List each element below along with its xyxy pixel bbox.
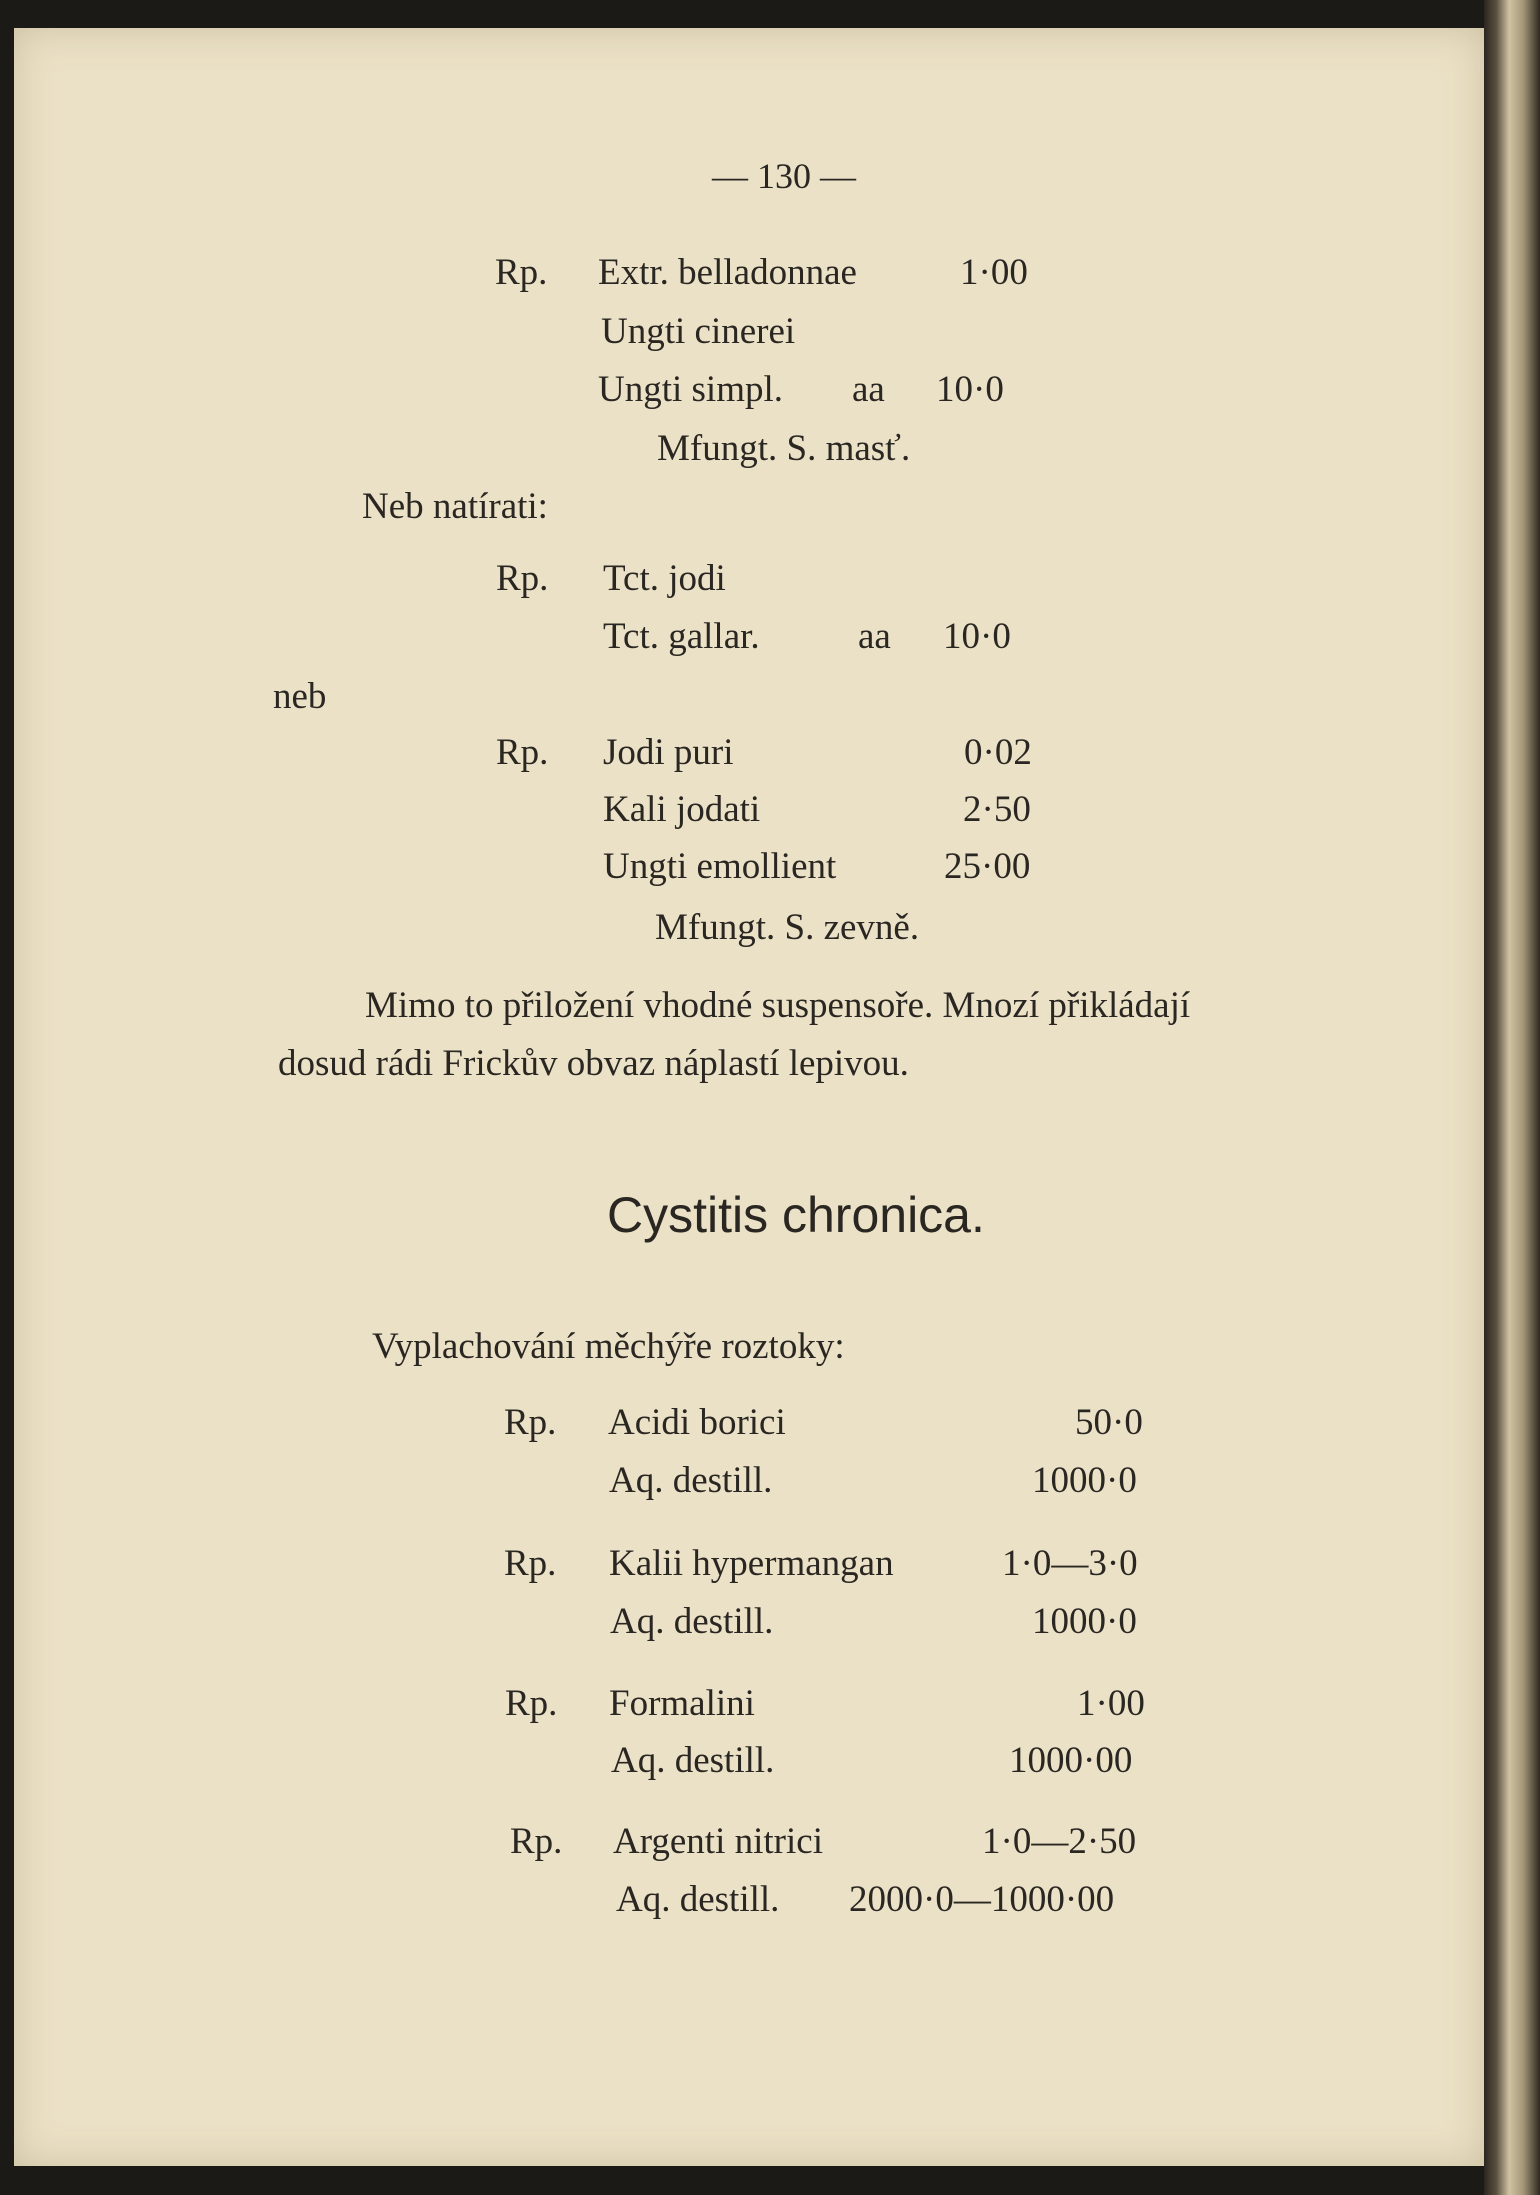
rp-label: Rp. <box>496 732 549 773</box>
ingredient: Aq. destill. <box>610 1601 774 1642</box>
rp-label: Rp. <box>504 1402 557 1443</box>
rp-label: Rp. <box>510 1821 563 1862</box>
book-spine <box>1484 0 1540 2195</box>
ingredient: Aq. destill. <box>616 1879 780 1920</box>
dose: 10·0 <box>943 616 1011 657</box>
signa: Mfungt. S. zevně. <box>655 907 920 948</box>
ingredient: Formalini <box>609 1683 755 1724</box>
ingredient: Jodi puri <box>603 732 734 773</box>
aa-mark: aa <box>852 369 885 410</box>
or-label: neb <box>273 676 327 717</box>
ingredient: Ungti simpl. <box>598 369 784 410</box>
section-heading: Cystitis chronica. <box>607 1187 985 1243</box>
page-number: — 130 — <box>712 156 856 196</box>
ingredient: Kalii hypermangan <box>609 1543 894 1584</box>
alternative-label: Neb natírati: <box>362 486 548 527</box>
rp-label: Rp. <box>495 252 548 293</box>
ingredient: Kali jodati <box>603 789 761 830</box>
dose: 50·0 <box>1075 1402 1143 1443</box>
dose: 0·02 <box>964 732 1032 773</box>
ingredient: Ungti cinerei <box>601 311 796 352</box>
paragraph-line: Mimo to přiložení vhodné suspensoře. Mnozí přikládají <box>365 985 1191 1026</box>
ingredient: Ungti emollient <box>603 846 837 887</box>
ingredient: Aq. destill. <box>609 1460 773 1501</box>
intro-text: Vyplachování měchýře roztoky: <box>372 1326 845 1367</box>
dose: 2·50 <box>963 789 1031 830</box>
aa-mark: aa <box>858 616 891 657</box>
ingredient: Acidi borici <box>608 1402 786 1443</box>
dose: 1·0—3·0 <box>1002 1543 1138 1584</box>
signa: Mfungt. S. masť. <box>657 428 911 469</box>
dose: 1·00 <box>960 252 1028 293</box>
ingredient: Argenti nitrici <box>613 1821 823 1862</box>
ingredient: Tct. gallar. <box>603 616 760 657</box>
rp-label: Rp. <box>496 558 549 599</box>
dose: 1·00 <box>1077 1683 1145 1724</box>
dose: 2000·0—1000·00 <box>849 1879 1115 1920</box>
dose: 10·0 <box>936 369 1004 410</box>
paragraph-line: dosud rádi Frickův obvaz náplastí lepivou. <box>278 1043 909 1084</box>
rp-label: Rp. <box>505 1683 558 1724</box>
dose: 1·0—2·50 <box>982 1821 1137 1862</box>
dose: 1000·00 <box>1009 1740 1133 1781</box>
ingredient: Aq. destill. <box>611 1740 775 1781</box>
dose: 1000·0 <box>1032 1601 1137 1642</box>
ingredient: Tct. jodi <box>603 558 726 599</box>
rp-label: Rp. <box>504 1543 557 1584</box>
dose: 25·00 <box>944 846 1031 887</box>
dose: 1000·0 <box>1032 1460 1137 1501</box>
ingredient: Extr. belladonnae <box>598 252 857 293</box>
